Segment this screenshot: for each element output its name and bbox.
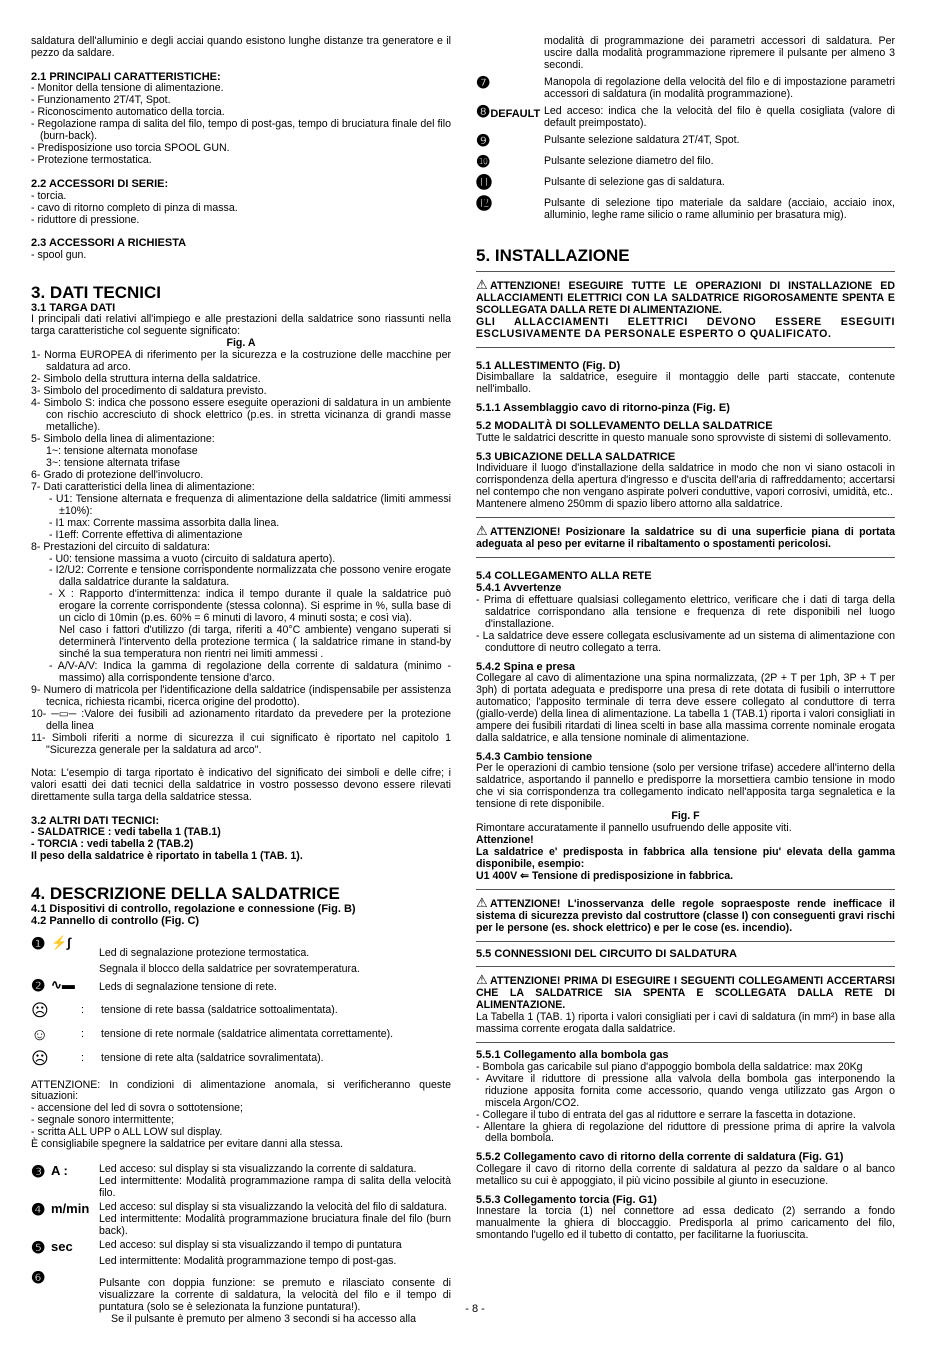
- s543-text: Per le operazioni di cambio tensione (solo per versione trifase) accedere all'interno della saldatrice, asportando il pannello e predisporre la morsettiera cambio tensione in modo che vi sia corrispondenza tra collegamento indicato nell'apposita targa segnaletica e la tensione di rete disponibile.: [476, 762, 895, 811]
- s543-text-2: Rimontare accuratamente il pannello usufruendo delle apposite viti.: [476, 822, 792, 835]
- happy-face-icon: ☺: [31, 1025, 49, 1045]
- voltage-normal-row: [31, 1025, 451, 1044]
- control-2-text: Leds di segnalazione tensione di rete.: [99, 980, 277, 993]
- item-8c: - X : Rapporto d'intermittenza: indica il tempo durante il quale la saldatrice può erogare la corrente corrispondente (stessa colonna). Si esprime in %, sulla base di un ciclo di 10min (p.es. 60% = 6 minuti di lavoro, 4 minuti sosta; e così via).: [49, 588, 451, 625]
- attention-text: ATTENZIONE: In condizioni di alimentazione anomala, si verificheranno queste situazioni:: [31, 1078, 451, 1103]
- s541-list: [476, 595, 895, 655]
- control-12: [476, 196, 895, 222]
- divider: [476, 966, 895, 967]
- list-item: - Collegare il tubo di entrata del gas al riduttore e serrare la fascetta in dotazione.: [476, 1108, 856, 1121]
- s53-text: Individuare il luogo d'installazione della saldatrice in modo che non vi siano ostacoli in corrispondenza della apertura d'ingresso e d'uscita dell'aria di raffreddamento; accertarsi nel contempo che non vengano aspirate polveri conduttive, vapori corrosivi, umidità, etc..: [476, 462, 895, 499]
- s21-list: [31, 83, 451, 167]
- seconds-label: sec: [51, 1239, 73, 1255]
- s41-heading: 4.1 Dispositivi di controllo, regolazione e connessione (Fig. B): [31, 903, 356, 916]
- warning-3: ⚠ ATTENZIONE! L'inosservanza delle regole sopraesposte rende inefficace il sistema di sicurezza previsto dal costruttore (classe I) con conseguenti gravi rischi per le persone (es. shock elettrico) e per le cose (es. incendio).: [476, 895, 895, 935]
- list-item: - spool gun.: [31, 248, 87, 261]
- s511-heading: 5.1.1 Assemblaggio cavo di ritorno-pinza (Fig. E): [476, 402, 730, 414]
- control-1-text-b: Segnala il blocco della saldatrice per sovratemperatura.: [99, 962, 360, 975]
- divider: [476, 517, 895, 518]
- right-column: [476, 36, 895, 1242]
- control-5-number: ❺: [31, 1240, 46, 1258]
- s42-heading: 4.2 Pannello di controllo (Fig. C): [31, 915, 200, 928]
- colon: :: [81, 1051, 84, 1064]
- list-item: - segnale sonoro intermittente;: [31, 1114, 175, 1127]
- control-2: [31, 978, 451, 996]
- control-9-text: Pulsante selezione saldatura 2T/4T, Spot.: [544, 133, 740, 146]
- control-4-text-b: Led intermittente: Modalità programmazione bruciatura finale del filo (burn back).: [99, 1213, 451, 1238]
- control-3-text-a: Led acceso: sul display si sta visualizzando la corrente di saldatura.: [99, 1163, 417, 1176]
- s51-heading: 5.1 ALLESTIMENTO (Fig. D): [476, 359, 621, 372]
- control-9: [476, 133, 895, 151]
- control-7-text: Manopola di regolazione della velocità del filo e di impostazione parametri accessori di saldatura (in modalità programmazione).: [544, 75, 895, 100]
- section-5-title: 5. INSTALLAZIONE: [476, 245, 630, 265]
- item-5: 5- Simbolo della linea di alimentazione:: [31, 432, 215, 445]
- control-6: [31, 1270, 451, 1326]
- left-column: [31, 36, 451, 1328]
- s32-saldatrice: - SALDATRICE : vedi tabella 1 (TAB.1): [31, 826, 221, 839]
- s22-heading: 2.2 ACCESSORI DI SERIE:: [31, 178, 169, 191]
- attention-2-text: La saldatrice e' predisposta in fabbrica alla tensione piu' elevata della gamma disponibile, esempio:: [476, 846, 895, 871]
- fig-f-label: Fig. F: [671, 810, 700, 823]
- list-item: - Regolazione rampa di salita del filo, tempo di post-gas, tempo di bruciatura finale del filo (burn-back).: [31, 118, 451, 143]
- list-item: - Avvitare il riduttore di pressione alla valvola della bombola gas interponendo la riduzione apposita fornita come accessorio, quando venga utilizzato gas Argon o miscela Argon/CO2.: [476, 1072, 895, 1109]
- dizzy-face-icon: ☹: [31, 1049, 49, 1069]
- control-6-number: ❻: [31, 1270, 46, 1288]
- control-2-number: ❷: [31, 977, 46, 995]
- item-7b: - I1 max: Corrente massima assorbita dalla linea.: [49, 516, 280, 529]
- item-5a: 1~: tensione alternata monofase: [46, 444, 198, 457]
- s23-heading: 2.3 ACCESSORI A RICHIESTA: [31, 237, 187, 250]
- s542-heading: 5.4.2 Spina e presa: [476, 660, 576, 673]
- item-8a: - U0: tensione massima a vuoto (circuito di saldatura aperto).: [49, 552, 336, 565]
- divider: [476, 557, 895, 558]
- control-1: [31, 936, 451, 976]
- item-8b: - I2/U2: Corrente e tensione corrispondente normalizzata che possono venire erogate dalla saldatrice durante la saldatura.: [49, 564, 451, 589]
- fig-a-label: Fig. A: [226, 337, 256, 350]
- list-item: - accensione del led di sovra o sottotensione;: [31, 1102, 244, 1115]
- control-8-text: Led acceso: indica che la velocità del filo è quella cosigliata (valore di default preimpostato).: [544, 104, 895, 129]
- list-item: - cavo di ritorno completo di pinza di massa.: [31, 201, 238, 214]
- control-12-text: Pulsante di selezione tipo materiale da saldare (acciaio, acciaio inox, alluminio, leghe rame silicio o rame alluminio per brasatura mig).: [544, 197, 895, 221]
- intro-text: saldatura dell'alluminio e degli acciai quando esistono lunghe distanze tra generatore e il pezzo da saldare.: [31, 35, 451, 59]
- s53-text-2: Mantenere almeno 250mm di spazio libero attorno alla saldatrice.: [476, 498, 783, 511]
- list-item: - Riconoscimento automatico della torcia.: [31, 106, 225, 119]
- s552-text: Collegare il cavo di ritorno della corrente di saldatura al pezzo da saldare o al banco metallico su cui è appoggiato, il più vicino possibile al giunto in esecuzione.: [476, 1162, 895, 1187]
- speed-label: m/min: [51, 1201, 90, 1217]
- s541-heading: 5.4.1 Avvertenze: [476, 582, 562, 595]
- plug-icon: ∿▬: [51, 976, 75, 992]
- thermal-icon: ⚡∫: [51, 934, 71, 950]
- attention-end: È consigliabile spegnere la saldatrice per evitare danni alla stessa.: [31, 1138, 344, 1151]
- item-3: 3- Simbolo del procedimento di saldatura previsto.: [31, 384, 267, 397]
- s32-peso: Il peso della saldatrice è riportato in tabella 1 (TAB. 1).: [31, 850, 303, 863]
- voltage-low-text: tensione di rete bassa (saldatrice sottoalimentata).: [101, 1003, 338, 1016]
- warning-4: ⚠ ATTENZIONE! PRIMA DI ESEGUIRE I SEGUENTI COLLEGAMENTI ACCERTARSI CHE LA SALDATRICE SIA SPENTA E SCOLLEGATA DALLA RETE DI ALIMENTAZIONE.: [476, 972, 895, 1012]
- sad-face-icon: ☹: [31, 1000, 49, 1020]
- section-3-title: 3. DATI TECNICI: [31, 282, 162, 302]
- control-7: [476, 75, 895, 101]
- control-1-text-a: Led di segnalazione protezione termostatica.: [99, 946, 310, 959]
- s52-heading: 5.2 MODALITÀ DI SOLLEVAMENTO DELLA SALDATRICE: [476, 420, 773, 433]
- s31-heading: 3.1 TARGA DATI: [31, 301, 116, 314]
- s21-heading: 2.1 PRINCIPALI CARATTERISTICHE:: [31, 70, 221, 83]
- control-4-number: ❹: [31, 1202, 46, 1220]
- attention-list: [31, 1103, 451, 1139]
- control-5-text-a: Led acceso: sul display si sta visualizzando il tempo di puntatura: [99, 1239, 402, 1252]
- list-item: - riduttore di pressione.: [31, 213, 140, 226]
- list-item: - La saldatrice deve essere collegata esclusivamente ad un sistema di alimentazione con conduttore di neutro collegato a terra.: [476, 629, 895, 654]
- warning-triangle-icon: ⚠: [476, 895, 488, 911]
- s32-torcia: - TORCIA : vedi tabella 2 (TAB.2): [31, 838, 194, 851]
- control-10-text: Pulsante selezione diametro del filo.: [544, 154, 714, 167]
- item-8d: - A/V-A/V: Indica la gamma di regolazione della corrente di saldatura (minimo - massimo) alla corrispondente tensione d'arco.: [49, 660, 451, 685]
- list-item: - scritta ALL UPP o ALL LOW sul display.: [31, 1126, 223, 1139]
- s543-heading: 5.4.3 Cambio tensione: [476, 750, 593, 763]
- item-10: 10- ─▭─ :Valore dei fusibili ad azionamento ritardato da prevedere per la protezione della linea: [31, 708, 451, 733]
- warning-triangle-icon: ⚠: [476, 972, 488, 988]
- voltage-low-row: [31, 1001, 451, 1020]
- item-5b: 3~: tensione alternata trifase: [46, 456, 180, 469]
- page-number: - 8 -: [465, 1303, 485, 1315]
- divider: [476, 347, 895, 348]
- control-10-number: ❿: [476, 153, 491, 171]
- control-6-text-b: Se il pulsante è premuto per almeno 3 secondi si ha accesso alla: [111, 1312, 417, 1325]
- section-4-title: 4. DESCRIZIONE DELLA SALDATRICE: [31, 884, 340, 904]
- s31-text: I principali dati relativi all'impiego e alle prestazioni della saldatrice sono riassunti nella targa caratteristiche col seguente significato:: [31, 313, 451, 338]
- warning-triangle-icon: ⚠: [476, 276, 488, 292]
- control-4: [31, 1202, 451, 1238]
- list-item: - Monitor della tensione di alimentazione.: [31, 82, 224, 95]
- item-8c-note: Nel caso i fattori d'utilizzo (di targa, riferiti a 40°C ambiente) vengano superati si determinerà l'intervento della protezione termica ( la saldatrice rimane in stand-by sinché la sua temperatura non rientri nei limiti ammessi .: [59, 624, 451, 661]
- voltage-normal-text: tensione di rete normale (saldatrice alimentata correttamente).: [101, 1027, 394, 1040]
- item-4: 4- Simbolo S: indica che possono essere eseguite operazioni di saldatura in un ambiente con rischio accresciuto di shock elettrico (p.es. in stretta vicinanza di grandi masse metalliche).: [31, 396, 451, 433]
- control-5-text-b: Led intermittente: Modalità programmazione tempo di post-gas.: [99, 1255, 397, 1268]
- list-item: - Bombola gas caricabile sul piano d'appoggio bombola della saldatrice: max 20Kg: [476, 1060, 863, 1073]
- control-10: [476, 154, 895, 172]
- control-11: [476, 175, 895, 193]
- s542-text: Collegare al cavo di alimentazione una spina normalizzata, (2P + T per 1ph, 3P + T per 3ph) di portata adeguata e predisporre una presa di rete dotata di fusibili o interruttore automatico; l'apposito terminale di terra deve essere collegato al conduttore di terra (giallo-verde) della linea di alimentazione. La tabella 1 (TAB.1) riporta i valori consigliati in ampere dei fusibili ritardati di linea scelti in base alla massima corrente nominale erogata dalla saldatrice, e alla tensione nominale di alimentazione.: [476, 672, 895, 744]
- warning-2: ⚠ ATTENZIONE! Posizionare la saldatrice su di una superficie piana di portata adeguata al peso per evitarne il ribaltamento o spostamenti pericolosi.: [476, 523, 895, 551]
- s22-list: [31, 191, 451, 227]
- control-3: [31, 1164, 451, 1200]
- control-8-number: ❽: [476, 103, 491, 121]
- control-3-text-b: Led intermittente: Modalità programmazione rampa di salita della velocità filo.: [99, 1175, 451, 1200]
- attention-label: Attenzione!: [476, 834, 534, 847]
- s551-heading: 5.5.1 Collegamento alla bombola gas: [476, 1049, 669, 1062]
- item-7: 7- Dati caratteristici della linea di alimentazione:: [31, 480, 255, 493]
- s52-text: Tutte le saldatrici descritte in questo manuale sono sprovviste di sistemi di sollevamento.: [476, 431, 892, 444]
- ampere-label: A :: [51, 1163, 68, 1179]
- divider: [476, 271, 895, 272]
- divider: [476, 941, 895, 942]
- list-item: - Funzionamento 2T/4T, Spot.: [31, 94, 171, 107]
- control-3-number: ❸: [31, 1164, 46, 1182]
- s23-list: [31, 250, 451, 262]
- attention-2-example: U1 400V ⇐ Tensione di predisposizione in fabbrica.: [476, 870, 734, 883]
- control-11-number: ⓫: [476, 174, 493, 192]
- default-label: DEFAULT: [490, 107, 541, 120]
- continued-text: modalità di programmazione dei parametri accessori di saldatura. Per uscire dalla modalità programmazione ripremere il pulsante per almeno 3 secondi.: [544, 35, 895, 71]
- control-4-text-a: Led acceso: sul display si sta visualizzando la velocità del filo di saldatura.: [99, 1201, 448, 1214]
- control-1-number: ❶: [31, 935, 46, 953]
- item-7a: - U1: Tensione alternata e frequenza di alimentazione della saldatrice (limiti ammessi ±10%):: [49, 492, 451, 517]
- list-item: - Protezione termostatica.: [31, 154, 152, 167]
- item-9: 9- Numero di matricola per l'identificazione della saldatrice (indispensabile per assistenza tecnica, richiesta ricambi, ricerca origine del prodotto).: [31, 684, 451, 709]
- s553-text: Innestare la torcia (1) nel connettore ad essa dedicato (2) serrando a fondo manualmente la ghiera di bloccaggio. Predisporla al primo caricamento del filo, smontando l'ugello ed il tubetto di contatto, per facilitarne la fuoriuscita.: [476, 1205, 895, 1242]
- warning-triangle-icon: ⚠: [476, 523, 488, 539]
- list-item: - Allentare la ghiera di regolazione del riduttore di pressione prima di aprire la valvola della bombola.: [476, 1120, 895, 1145]
- s551-list: [476, 1062, 895, 1146]
- warning-1b: GLI ALLACCIAMENTI ELETTRICI DEVONO ESSERE ESEGUITI ESCLUSIVAMENTE DA PERSONALE ESPERTO O QUALIFICATO.: [476, 315, 895, 340]
- control-8: [476, 104, 895, 130]
- s53-heading: 5.3 UBICAZIONE DELLA SALDATRICE: [476, 450, 676, 463]
- voltage-high-row: [31, 1049, 451, 1068]
- warning-1: ⚠ ATTENZIONE! ESEGUIRE TUTTE LE OPERAZIONI DI INSTALLAZIONE ED ALLACCIAMENTI ELETTRICI CON LA SALDATRICE RIGOROSAMENTE SPENTA E SCOLLEGATA DALLA RETE DI ALIMENTAZIONE.: [476, 276, 895, 316]
- s51-text: Disimballare la saldatrice, eseguire il montaggio delle parti staccate, contenute nell'imballo.: [476, 371, 895, 396]
- item-7c: - I1eff: Corrente effettiva di alimentazione: [49, 528, 243, 541]
- item-8: 8- Prestazioni del circuito di saldatura:: [31, 540, 211, 553]
- colon: :: [81, 1027, 84, 1040]
- s55-heading: 5.5 CONNESSIONI DEL CIRCUITO DI SALDATURA: [476, 947, 737, 960]
- s552-heading: 5.5.2 Collegamento cavo di ritorno della corrente di saldatura (Fig. G1): [476, 1151, 844, 1164]
- note-text: Nota: L'esempio di targa riportato è indicativo del significato dei simboli e delle cifre; i valori esatti dei dati tecnici della saldatrice in vostro possesso devono essere rilevati direttamente sulla targa della saldatrice stessa.: [31, 766, 451, 803]
- voltage-high-text: tensione di rete alta (saldatrice sovralimentata).: [101, 1051, 324, 1064]
- s55-text: La Tabella 1 (TAB. 1) riporta i valori consigliati per i cavi di saldatura (in mm²) in base alla massima corrente erogata dalla saldatrice.: [476, 1011, 895, 1036]
- divider: [476, 1042, 895, 1043]
- s553-heading: 5.5.3 Collegamento torcia (Fig. G1): [476, 1193, 657, 1206]
- list-item: - torcia.: [31, 189, 67, 202]
- control-9-number: ❾: [476, 132, 491, 150]
- list-item: - Predisposizione uso torcia SPOOL GUN.: [31, 142, 230, 155]
- control-5: [31, 1240, 451, 1268]
- item-6: 6- Grado di protezione dell'involucro.: [31, 468, 204, 481]
- s32-heading: 3.2 ALTRI DATI TECNICI:: [31, 814, 160, 827]
- control-12-number: ⓬: [476, 196, 493, 214]
- list-item: - Prima di effettuare qualsiasi collegamento elettrico, verificare che i dati di targa della saldatrice corrispondano alla tensione e frequenza di rete disponibili nel luogo d'installazione.: [476, 593, 895, 630]
- item-11: 11- Simboli riferiti a norme di sicurezza il cui significato è riportato nel capitolo 1 "Sicurezza generale per la saldatura ad arco".: [31, 732, 451, 756]
- s54-heading: 5.4 COLLEGAMENTO ALLA RETE: [476, 570, 652, 583]
- colon: :: [81, 1003, 84, 1016]
- control-7-number: ❼: [476, 74, 491, 92]
- divider: [476, 889, 895, 890]
- item-1: 1- Norma EUROPEA di riferimento per la sicurezza e la costruzione delle macchine per saldatura ad arco.: [31, 349, 451, 373]
- control-6-text-a: Pulsante con doppia funzione: se premuto e rilasciato consente di visualizzare la corrente di saldatura, la velocità del filo e il tempo di puntatura (solo se è selezionata la funzione puntatura!).: [99, 1277, 451, 1314]
- control-11-text: Pulsante di selezione gas di saldatura.: [544, 175, 725, 188]
- item-2: 2- Simbolo della struttura interna della saldatrice.: [31, 372, 261, 385]
